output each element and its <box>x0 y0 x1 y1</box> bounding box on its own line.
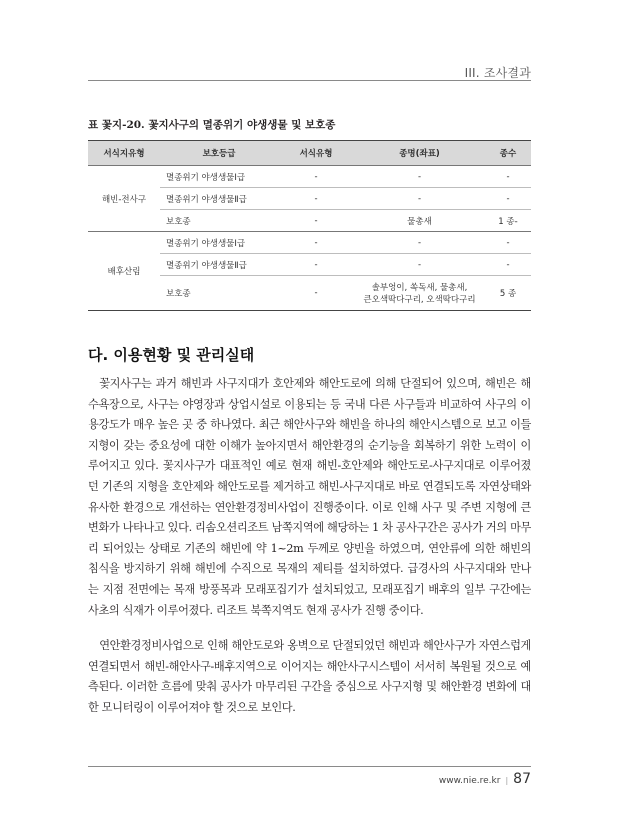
species-cell: - <box>354 254 485 276</box>
column-header: 종수 <box>485 141 531 166</box>
species-cell: - <box>354 232 485 254</box>
species-line: 큰오색딱다구리, 오색딱다구리 <box>363 295 476 305</box>
footer-separator: | <box>505 776 509 785</box>
table-row <box>88 166 531 188</box>
section-heading: 다. 이용현황 및 관리실태 <box>88 346 255 364</box>
running-header: III. 조사결과 <box>464 66 531 80</box>
grade-cell: 멸종위기 야생생물Ⅱ급 <box>160 188 278 210</box>
grade-cell: 멸종위기 야생생물Ⅰ급 <box>160 166 278 188</box>
count-cell: - <box>485 254 531 276</box>
type-cell: - <box>278 210 354 232</box>
species-cell: - <box>354 166 485 188</box>
body-paragraph: 꽃지사구는 과거 해빈과 사구지대가 호안제와 해안도로에 의해 단절되어 있으며, 해빈은 해수욕장으로, 사구는 야영장과 상업시설로 이용되는 등 국내 다른 사구들과 비교하여 사구의 이용강도가 매우 높은 곳 중 하나였다. 최근 해안사구와 해빈을 하나의 해안시스템으로 보고 이들 지형이 갖는 중요성에 대한 이해가 높아지면서 해안환경의 순기능을 회복하기 위한 노력이 이루어지고 있다. 꽃지사구가 대표적인 예로 현재 해빈-호안제와 해안도로-사구지대로 이루어졌던 기존의 지형을 호안제와 해안도로를 제거하고 해빈-사구지대로 바로 연결되도록 자연상태와 유사한 환경으로 개선하는 연안환경정비사업이 진행중이다. 이로 인해 사구 및 주변 지형에 큰 변화가 나타나고 있다. 리솜오션리조트 남쪽지역에 해당하는 1 차 공사구간은 공사가 거의 마무리 되어있는 상태로 기존의 해빈에 약 1~2m 두께로 양빈을 하였으며, 연안류에 의한 해빈의 침식을 방지하기 위해 해빈에 수직으로 목재의 제티를 설치하였다. 급경사의 사구지대와 만나는 지점 전면에는 목재 방풍목과 모래포집기가 설치되었고, 모래포집기 배후의 일부 구간에는 사초의 식재가 이루어졌다. 리조트 북쪽지역도 현재 공사가 진행 중이다. <box>88 377 531 617</box>
column-header: 종명(좌표) <box>354 141 485 166</box>
habitat-cell: 해빈-전사구 <box>88 166 160 232</box>
type-cell: - <box>278 166 354 188</box>
page-number: 87 <box>513 771 531 787</box>
species-table <box>88 140 531 311</box>
type-cell: - <box>278 232 354 254</box>
table-caption: 표 꽃지-20. 꽃지사구의 멸종위기 야생생물 및 보호종 <box>88 119 336 131</box>
species-line: 솔부엉이, 쏙독새, 물총새, <box>371 283 468 293</box>
count-cell: - <box>485 188 531 210</box>
count-cell: - <box>485 232 531 254</box>
column-header: 서식유형 <box>278 141 354 166</box>
count-cell: 1 종- <box>485 210 531 232</box>
body-paragraph: 연안환경정비사업으로 인해 해안도로와 옹벽으로 단절되었던 해빈과 해안사구가 자연스럽게 연결되면서 해빈-해안사구-배후지역으로 이어지는 해안사구시스템이 서서히 복원될 것으로 예측된다. 이러한 흐름에 맞춰 공사가 마무리된 구간을 중심으로 사구지형 및 해안환경 변화에 대한 모니터링이 이루어져야 할 것으로 보인다. <box>88 639 531 714</box>
table-header-row <box>88 141 531 166</box>
page-footer <box>439 771 531 787</box>
column-header: 보호등급 <box>160 141 278 166</box>
table-row <box>88 232 531 254</box>
grade-cell: 보호종 <box>160 210 278 232</box>
habitat-cell: 배후산림 <box>88 232 160 311</box>
footer-url: www.nie.re.kr <box>438 776 501 786</box>
type-cell: - <box>278 254 354 276</box>
species-cell: 물총새 <box>354 210 485 232</box>
grade-cell: 멸종위기 야생생물Ⅱ급 <box>160 254 278 276</box>
column-header: 서식지유형 <box>88 141 160 166</box>
count-cell: 5 종 <box>485 276 531 311</box>
type-cell: - <box>278 188 354 210</box>
species-cell: - <box>354 188 485 210</box>
count-cell: - <box>485 166 531 188</box>
header-rule <box>88 80 531 81</box>
footer-rule <box>88 766 531 767</box>
grade-cell: 멸종위기 야생생물Ⅰ급 <box>160 232 278 254</box>
species-cell <box>354 276 485 311</box>
type-cell: - <box>278 276 354 311</box>
grade-cell: 보호종 <box>160 276 278 311</box>
